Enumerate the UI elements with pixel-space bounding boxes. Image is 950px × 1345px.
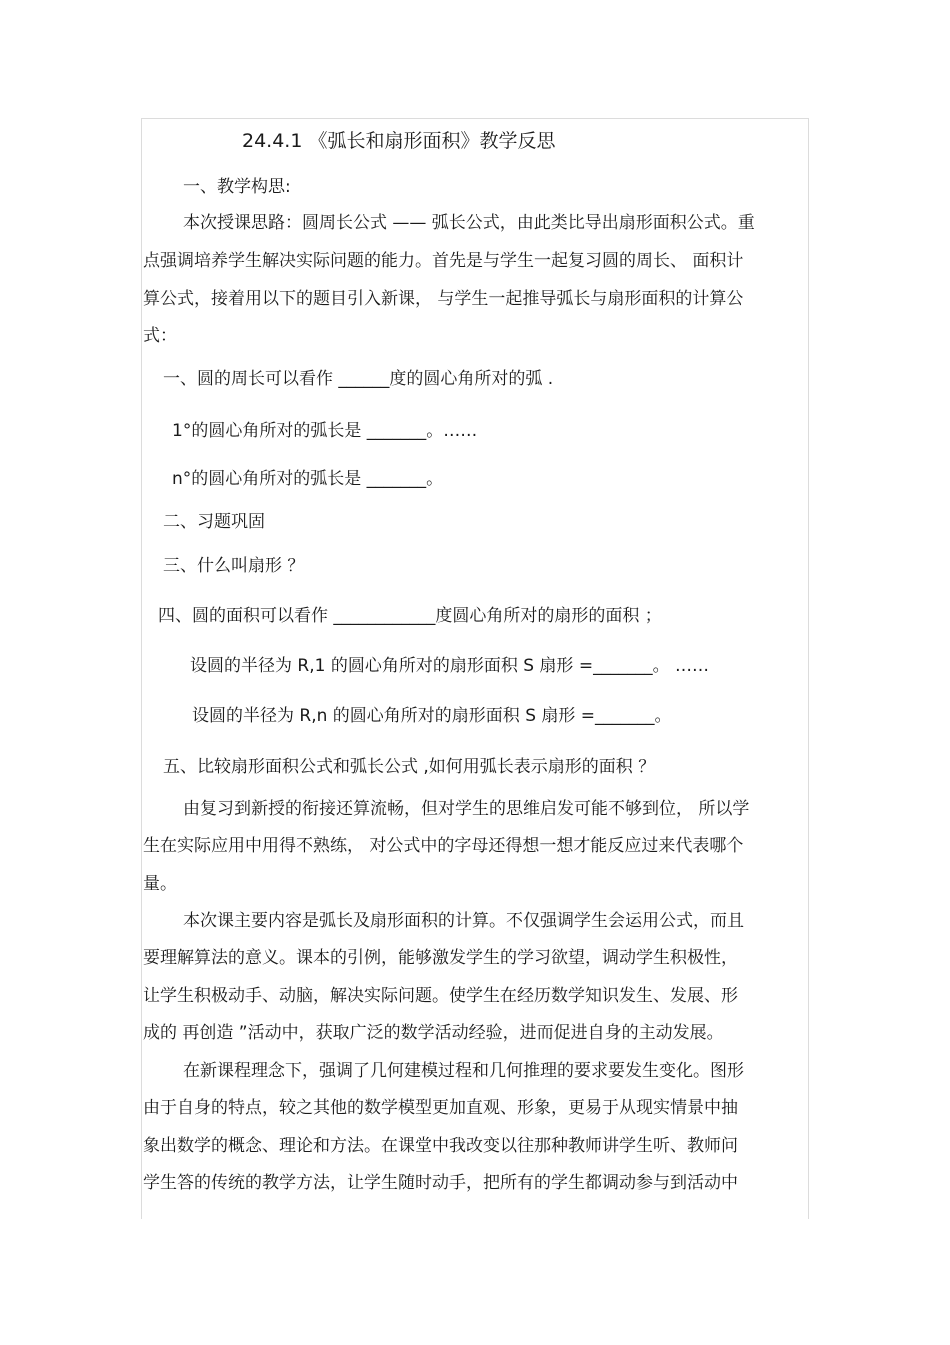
- paragraph-line: 学生答的传统的教学方法，让学生随时动手，把所有的学生都调动参与到活动中: [143, 1173, 738, 1193]
- paragraph-line: 算公式，接着用以下的题目引入新课， 与学生一起推导弧长与扇形面积的计算公: [143, 289, 744, 309]
- list-item: 四、圆的面积可以看作 ____________度圆心角所对的扇形的面积 ；: [158, 606, 662, 626]
- paragraph-line: 本次课主要内容是弧长及扇形面积的计算。不仅强调学生会运用公式，而且: [183, 911, 744, 931]
- list-item: 设圆的半径为 R,n 的圆心角所对的扇形面积 S 扇形 =_______。: [192, 706, 672, 726]
- section-heading: 一、教学构思:: [183, 177, 291, 197]
- paragraph-line: 象出数学的概念、理论和方法。在课堂中我改变以往那种教师讲学生听、教师问: [143, 1136, 738, 1156]
- list-item: 设圆的半径为 R,1 的圆心角所对的扇形面积 S 扇形 =_______。 ……: [190, 656, 709, 676]
- paragraph-line: 要理解算法的意义。课本的引例，能够激发学生的学习欲望，调动学生积极性，: [143, 948, 738, 968]
- paragraph-line: 生在实际应用中用得不熟练， 对公式中的字母还得想一想才能反应过来代表哪个: [143, 836, 744, 856]
- list-item: 一、圆的周长可以看作 ______度的圆心角所对的弧 .: [163, 369, 554, 389]
- list-item: n°的圆心角所对的弧长是 _______。: [172, 469, 444, 489]
- paragraph-line: 点强调培养学生解决实际问题的能力。首先是与学生一起复习圆的周长、 面积计: [143, 251, 744, 271]
- paragraph-line: 本次授课思路：圆周长公式 —— 弧长公式，由此类比导出扇形面积公式。重: [183, 213, 755, 233]
- paragraph-line: 量。: [143, 874, 177, 894]
- paragraph-line: 由于自身的特点，较之其他的数学模型更加直观、形象，更易于从现实情景中抽: [143, 1098, 738, 1118]
- document-title: 24.4.1 《弧长和扇形面积》教学反思: [242, 130, 556, 152]
- paragraph-line: 成的 再创造 ”活动中，获取广泛的数学活动经验，进而促进自身的主动发展。: [143, 1023, 724, 1043]
- list-item: 三、什么叫扇形 ？: [163, 556, 305, 576]
- paragraph-line: 让学生积极动手、动脑，解决实际问题。使学生在经历数学知识发生、发展、形: [143, 986, 738, 1006]
- list-item: 五、比较扇形面积公式和弧长公式 ,如何用弧长表示扇形的面积 ？: [163, 757, 656, 777]
- list-item: 二、习题巩固: [163, 512, 265, 532]
- list-item: 1°的圆心角所对的弧长是 _______。……: [172, 421, 478, 441]
- paragraph-line: 由复习到新授的衔接还算流畅，但对学生的思维启发可能不够到位， 所以学: [183, 799, 750, 819]
- paragraph-line: 在新课程理念下，强调了几何建模过程和几何推理的要求要发生变化。图形: [183, 1061, 744, 1081]
- paragraph-line: 式：: [143, 326, 177, 346]
